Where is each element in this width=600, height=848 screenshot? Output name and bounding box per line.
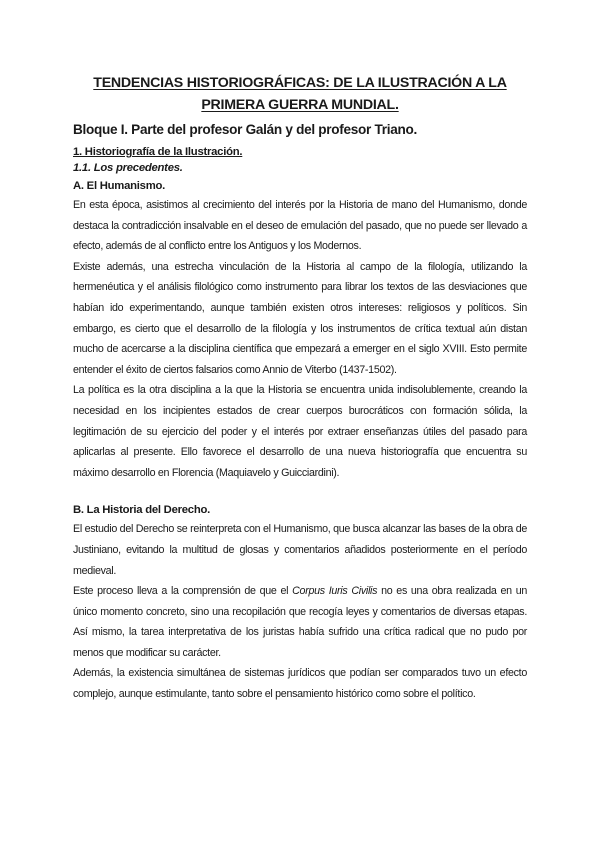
document-page [73,72,527,705]
part-b-paragraph-1: El estudio del Derecho se reinterpreta con el Humanismo, que busca alcanzar las bases de la obra de Justiniano, evitando la multitud de glosas y comentarios añadidos posteriormente en el período medieval. [73,523,527,577]
part-a-paragraph-2: Existe además, una estrecha vinculación de la Historia al campo de la filología, utilizando la hermenéutica y el análisis filológico como instrumento para librar los textos de las desviaciones que habían ido experimentando, aunque también existen otros intereses: religiosos y políticos. Sin embargo, es cierto que el desarrollo de la filología y los instrumentos de crítica textual aún distan mucho de acercarse a la disciplina científica que empezará a emerger en el siglo XVIII. Esto permite entender el éxito de ciertos falsarios como Annio de Viterbo (1437-1502). [73,260,527,376]
part-b [73,501,527,704]
section-heading: 1. Historiografía de la Ilustración. [73,146,243,158]
part-b-heading: B. La Historia del Derecho. [73,504,211,517]
corpus-iuris-civilis-title: Corpus Iuris Civilis [292,585,378,598]
part-b-paragraph-2-start: Este proceso lleva a la comprensión de que el [73,585,293,598]
part-a-paragraph-1: En esta época, asistimos al crecimiento del interés por la Historia de mano del Humanismo, donde destaca la contradicción insalvable en el deseo de emulación del pasado, que no puede ser llevado a efecto, además de al conflicto entre los Antiguos y los Modernos. [73,199,527,253]
part-a [73,177,527,483]
part-b-paragraph-2-end: no es una obra realizada en un único momento concreto, sino una recopilación que recogía leyes y comentarios de diversas etapas. Así mismo, la tarea interpretativa de los juristas había sufrido una crítica radical que no pudo por menos que modificar su carácter. [73,585,527,659]
document-title: TENDENCIAS HISTORIOGRÁFICAS: DE LA ILUSTRACIÓN A LA PRIMERA GUERRA MUNDIAL. [93,75,507,113]
part-b-paragraph-3: Además, la existencia simultánea de sistemas jurídicos que podían ser comparados tuvo un efecto complejo, aunque estimulante, tanto sobre el pensamiento histórico como sobre el político. [73,667,527,701]
part-a-heading: A. El Humanismo. [73,180,166,192]
part-a-paragraph-3: La política es la otra disciplina a la que la Historia se encuentra unida indisolublemente, creando la necesidad en los incipientes estados de crear cuerpos burocráticos con formación sólida, la legitimación de su ejercicio del poder y el interés por extraer enseñanzas útiles del pasado para aplicarlas al presente. Ello favorece el desarrollo de una nueva historiografía que encuentra su máximo desarrollo en Florencia (Maquiavelo y Guicciardini). [73,384,527,479]
block-heading: Bloque I. Parte del profesor Galán y del profesor Triano. [73,122,417,137]
subsection-heading: 1.1. Los precedentes. [73,162,183,174]
part-b-paragraph-2 [73,581,527,663]
section-gap [73,483,527,501]
